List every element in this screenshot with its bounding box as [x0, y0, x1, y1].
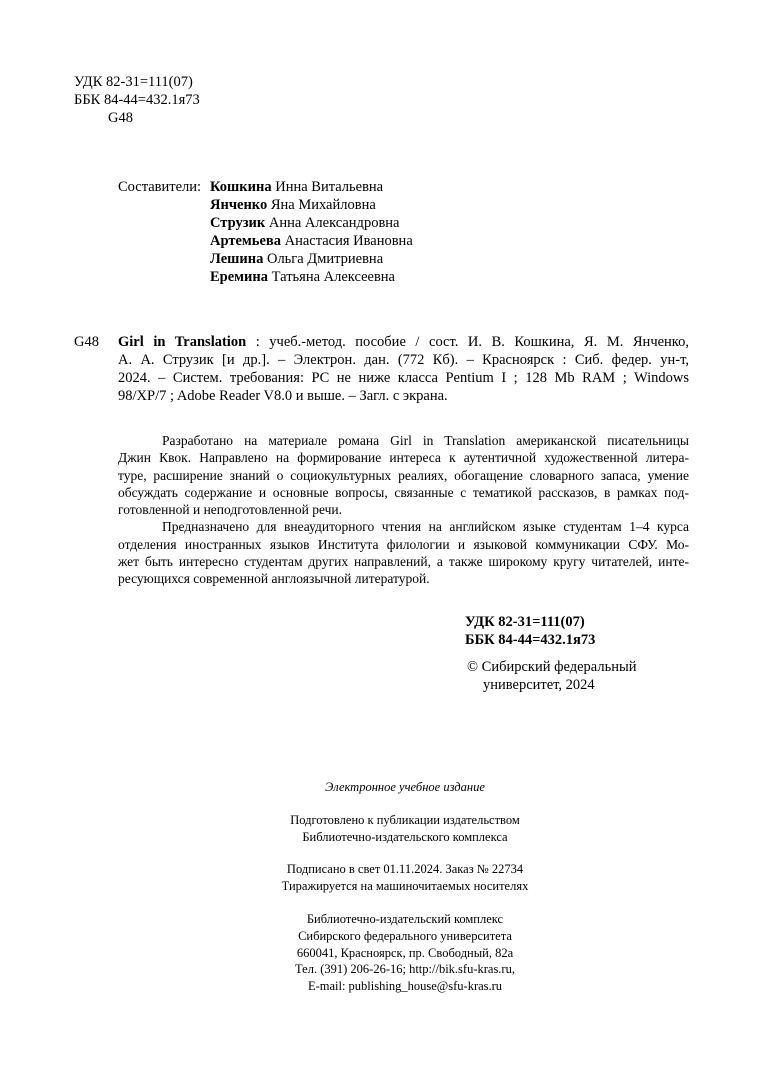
compiler-surname: Артемьева [210, 233, 281, 249]
address-line: 660041, Красноярск, пр. Свободный, 82а [296, 945, 514, 960]
abstract-line: жет быть интересно студентам других направлений, а также широкому кругу читателей, инте- [118, 554, 689, 570]
edition-type: Электронное учебное издание [325, 780, 485, 794]
biblio-line [118, 333, 689, 351]
compiler-entry [210, 232, 413, 250]
biblio-mark: G48 [74, 334, 99, 350]
prepared-line: Библиотечно-издательского комплекса [302, 829, 508, 844]
bbk-code-right: ББК 84-44=432.1я73 [465, 632, 596, 648]
compiler-entry [210, 178, 413, 196]
abstract-line: ресующихся современной англоязычной литературой. [118, 571, 430, 587]
compiler-entry [210, 268, 413, 286]
biblio-line: 2024. – Систем. требования: PC не ниже класса Pentium I ; 128 Mb RAM ; Windows [118, 370, 689, 386]
email-line: E-mail: publishing_house@sfu-kras.ru [307, 979, 503, 994]
compiler-name: Анастасия Ивановна [284, 233, 413, 249]
compiler-surname: Янченко [210, 197, 268, 213]
udk-code-right: УДК 82-31=111(07) [465, 614, 585, 630]
book-title: Girl in Translation [118, 334, 247, 350]
compiler-surname: Струзик [210, 215, 266, 231]
compilers-list [210, 178, 413, 286]
biblio-line: 98/XP/7 ; Adobe Reader V8.0 и выше. – Загл. с экрана. [118, 388, 448, 404]
biblio-line: А. А. Струзик [и др.]. – Электрон. дан. (772 Кб). – Красноярск : Сиб. федер. ун-т, [118, 352, 689, 368]
abstract-line: Разработано на материале романа Girl in Translation американской писательницы [162, 433, 689, 448]
abstract [118, 432, 689, 588]
compiler-surname: Лешина [210, 251, 264, 267]
udk-code: УДК 82-31=111(07) [74, 74, 193, 90]
prepared-line: Подготовлено к публикации издательством [290, 812, 520, 827]
author-mark: G48 [108, 110, 133, 126]
compilers-label: Составители: [118, 179, 202, 195]
biblio-line-rest: : учеб.-метод. пособие / сост. И. В. Кошкина, Я. М. Янченко, [246, 334, 689, 350]
compiler-entry [210, 196, 413, 214]
compiler-entry [210, 214, 413, 232]
abstract-line: Джин Квок. Направлено на формирование интереса к аутентичной художественной литера- [118, 450, 689, 466]
signed-line: Подписано в свет 01.11.2024. Заказ № 22734 [286, 862, 524, 877]
abstract-line: туре, расширение знаний о социокультурных реалиях, обогащение словарного запаса, умение [118, 467, 689, 483]
compiler-surname: Кошкина [210, 179, 272, 195]
abstract-line: Предназначено для внеаудиторного чтения на английском языке студентам 1–4 курса [162, 519, 689, 535]
compiler-name: Анна Александровна [268, 215, 400, 231]
publisher-line: Библиотечно-издательский комплекс [306, 911, 504, 926]
media-line: Тиражируется на машиночитаемых носителях [281, 879, 529, 894]
abstract-line: отделения иностранных языков Института филологии и языковой коммуникации СФУ. Мо- [118, 536, 689, 552]
copyright-line-1: © Сибирский федеральный [467, 659, 637, 675]
compiler-name: Татьяна Алексеевна [271, 269, 395, 285]
compiler-name: Яна Михайловна [270, 197, 376, 213]
bbk-code: ББК 84-44=432.1я73 [74, 92, 200, 108]
biblio-record [118, 333, 689, 405]
compiler-name: Инна Витальевна [275, 179, 384, 195]
compiler-surname: Еремина [210, 269, 269, 285]
imprint [205, 779, 605, 995]
copyright-line-2: университет, 2024 [483, 677, 595, 693]
abstract-line: готовленной и неподготовленной речи. [118, 502, 343, 518]
abstract-line: обсуждать содержание и основные вопросы, связанные с тематикой рассказов, в рамках под- [118, 484, 689, 500]
publisher-line: Сибирского федерального университета [298, 928, 512, 943]
compiler-entry [210, 250, 413, 268]
compiler-name: Ольга Дмитриевна [266, 251, 384, 267]
phone-line: Тел. (391) 206-26-16; http://bik.sfu-kras.ru, [295, 962, 515, 977]
